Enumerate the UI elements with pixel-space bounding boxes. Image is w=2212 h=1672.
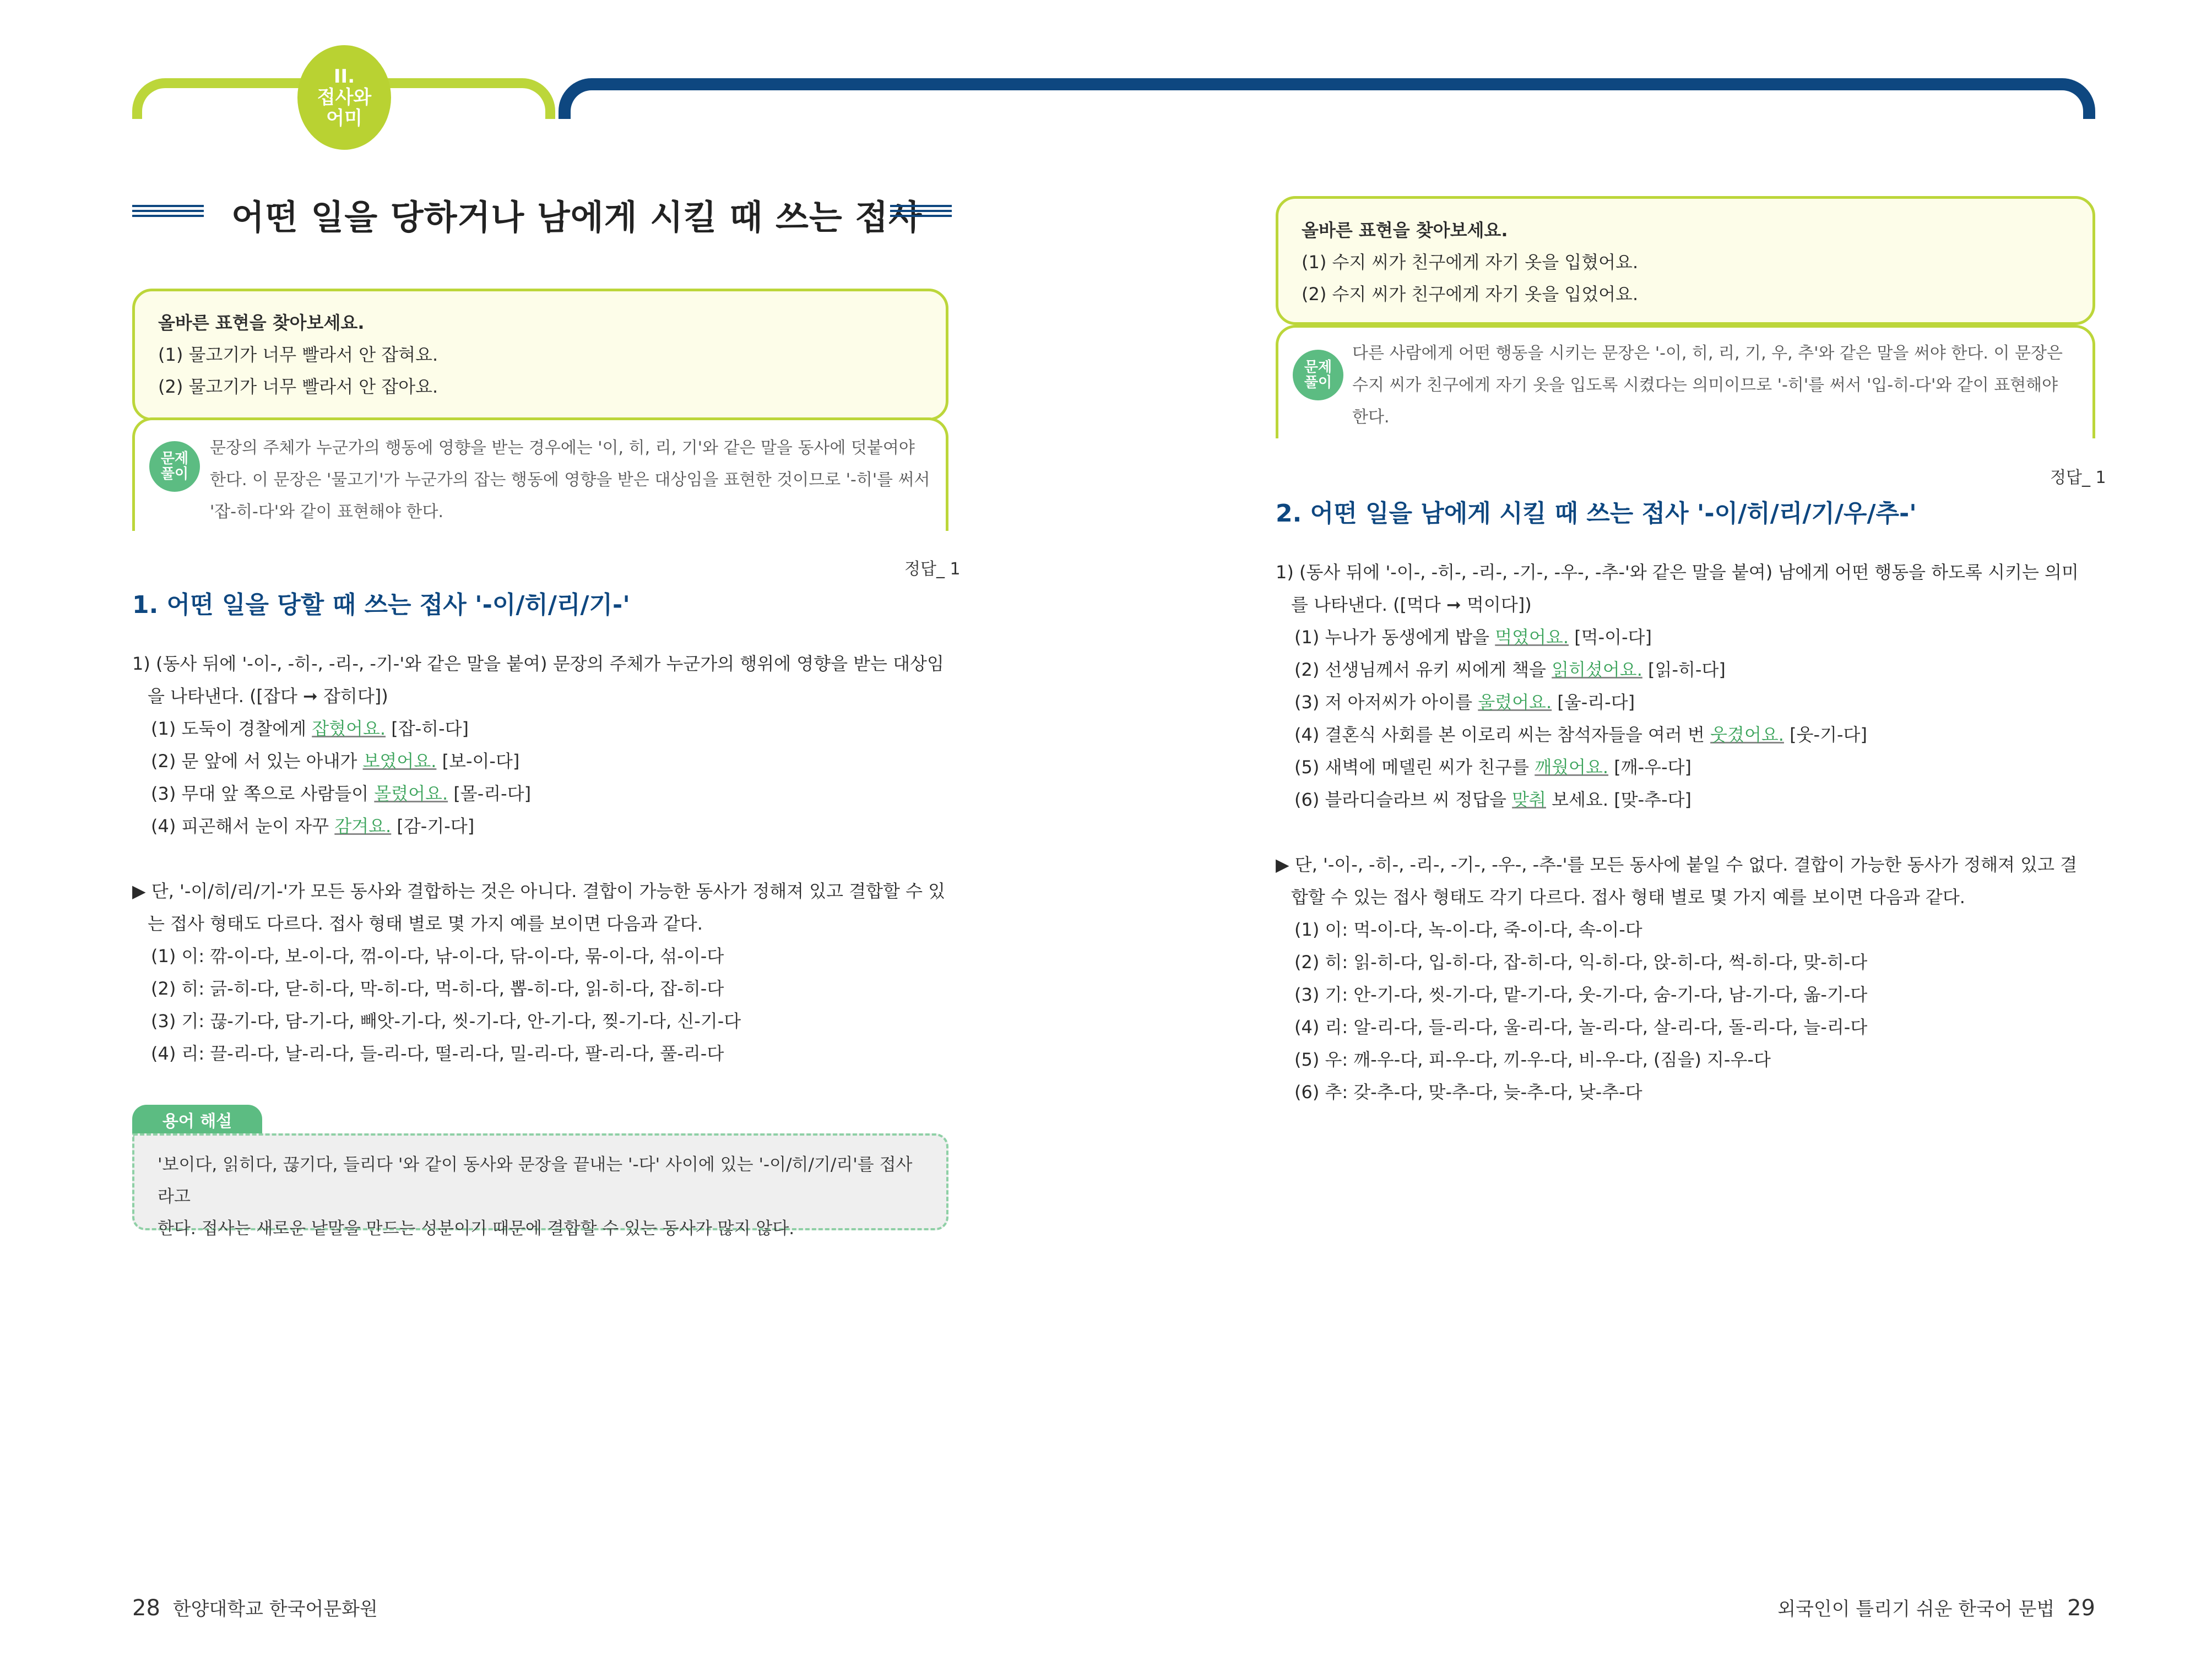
chapter-badge	[297, 45, 391, 150]
highlight-word: 잡혔어요.	[312, 718, 386, 739]
note-line: 합할 수 있는 접사 형태도 각기 다르다. 접사 형태 별로 몇 가지 예를 보이면 다음과 같다.	[1291, 887, 1965, 908]
highlight-word: 읽히셨어요.	[1552, 659, 1642, 680]
chapter-number: II.	[333, 66, 355, 88]
example-line: (4) 피곤해서 눈이 자꾸 감겨요. [감-기-다]	[151, 816, 475, 837]
glossary-line: 한다. 접사는 새로운 낱말을 만드는 성분이기 때문에 결합할 수 있는 동사가 많지 않다.	[158, 1219, 795, 1239]
footer-book-title: 외국인이 틀리기 쉬운 한국어 문법	[1777, 1598, 2055, 1620]
intro-line: 를 나타낸다. ([먹다 ➞ 먹이다])	[1291, 594, 1532, 615]
right-body	[1276, 556, 2099, 1109]
form-line: (4) 리: 알-리-다, 들-리-다, 울-리-다, 놀-리-다, 살-리-다, 돌-리-다, 늘-리-다	[1294, 1017, 1868, 1038]
example-line: (1) 도둑이 경찰에게 잡혔어요. [잡-히-다]	[151, 718, 469, 739]
glossary-box	[132, 1133, 948, 1239]
section-title-2: 2. 어떤 일을 남에게 시킬 때 쓰는 접사 '-이/히/리/기/우/추-'	[1276, 500, 1917, 528]
chapter-label-2: 어미	[326, 107, 362, 129]
highlight-word: 깨웠어요.	[1535, 757, 1609, 778]
note-line: ▶ 단, '-이/히/리/기-'가 모든 동사와 결합하는 것은 아니다. 결합이 가능한 동사가 정해져 있고 결합할 수 있	[132, 881, 946, 902]
solution-badge	[1293, 350, 1343, 400]
badge-text-1: 문제	[1304, 359, 1332, 376]
example-line: (6) 블라디슬라브 씨 정답을 맞춰 보세요. [맞-추-다]	[1294, 789, 1692, 810]
form-line: (3) 기: 안-기-다, 씻-기-다, 맡-기-다, 웃-기-다, 숨-기-다, 남-기-다, 옮-기-다	[1294, 984, 1868, 1005]
form-line: (4) 리: 끌-리-다, 날-리-다, 들-리-다, 떨-리-다, 밀-리-다, 팔-리-다, 풀-리-다	[151, 1043, 724, 1064]
example-line: (1) 누나가 동생에게 밥을 먹였어요. [먹-이-다]	[1294, 627, 1652, 648]
left-body	[132, 648, 953, 1070]
question-option-1: (1) 수지 씨가 친구에게 자기 옷을 입혔어요.	[1302, 252, 1639, 273]
answer-label: 정답_ 1	[904, 560, 961, 579]
page-number-right: 29	[2067, 1595, 2095, 1621]
highlight-word: 감겨요.	[334, 816, 392, 837]
solution-badge	[149, 441, 200, 492]
form-line: (2) 히: 읽-히-다, 입-히-다, 잡-히-다, 익-히-다, 앉-히-다, 썩-히-다, 맞-히-다	[1294, 952, 1868, 973]
example-line: (4) 결혼식 사회를 본 이로리 씨는 참석자들을 여러 번 웃겼어요. [웃-기-다]	[1294, 724, 1867, 745]
solution-line: 수지 씨가 친구에게 자기 옷을 입도록 시켰다는 의미이므로 '-히'를 써서 '입-히-다'와 같이 표현해야	[1352, 376, 2058, 395]
intro-line: 1) (동사 뒤에 '-이-, -히-, -리-, -기-, -우-, -추-'와 같은 말을 붙여) 남에게 어떤 행동을 하도록 시키는 의미	[1276, 562, 2079, 583]
left-question-box	[132, 289, 948, 421]
right-solution-box	[1276, 325, 2095, 438]
intro-line: 1) (동사 뒤에 '-이-, -히-, -리-, -기-'와 같은 말을 붙여) 문장의 주체가 누군가의 행위에 영향을 받는 대상임	[132, 653, 944, 674]
glossary-line: '보이다, 읽히다, 끊기다, 들리다 '와 같이 동사와 문장을 끝내는 '-다' 사이에 있는 '-이/히/기/리'를 접사라고	[158, 1155, 913, 1207]
question-option-2: (2) 물고기가 너무 빨라서 안 잡아요.	[158, 376, 438, 397]
example-line: (5) 새벽에 메델린 씨가 친구를 깨웠어요. [깨-우-다]	[1294, 757, 1692, 778]
footer-publisher: 한양대학교 한국어문화원	[172, 1598, 378, 1620]
note-line: 는 접사 형태도 다르다. 접사 형태 별로 몇 가지 예를 보이면 다음과 같다.	[148, 913, 703, 934]
form-line: (1) 이: 깎-이-다, 보-이-다, 꺾-이-다, 낚-이-다, 닦-이-다, 묶-이-다, 섞-이-다	[151, 946, 724, 967]
question-option-2: (2) 수지 씨가 친구에게 자기 옷을 입었어요.	[1302, 284, 1639, 305]
example-line: (3) 저 아저씨가 아이를 울렸어요. [울-리-다]	[1294, 692, 1635, 713]
form-line: (6) 추: 갖-추-다, 맞-추-다, 늦-추-다, 낮-추-다	[1294, 1082, 1642, 1103]
header-bar-blue	[559, 78, 2095, 119]
solution-line: 한다. 이 문장은 '물고기'가 누군가의 잡는 행동에 영향을 받은 대상임을 표현한 것이므로 '-히'를 써서	[210, 470, 930, 490]
question-head: 올바른 표현을 찾아보세요.	[1302, 220, 1508, 241]
highlight-word: 보였어요.	[362, 751, 437, 772]
answer-label: 정답_ 1	[2050, 468, 2106, 487]
page-number-left: 28	[132, 1595, 160, 1621]
note-line: ▶ 단, '-이-, -히-, -리-, -기-, -우-, -추-'를 모든 동사에 붙일 수 없다. 결합이 가능한 동사가 정해져 있고 결	[1276, 854, 2078, 875]
highlight-word: 맞춰	[1512, 789, 1546, 810]
example-line: (2) 선생님께서 유키 씨에게 책을 읽히셨어요. [읽-히-다]	[1294, 659, 1726, 680]
section-title-1: 1. 어떤 일을 당할 때 쓰는 접사 '-이/히/리/기-'	[132, 591, 630, 619]
example-line: (3) 무대 앞 쪽으로 사람들이 몰렸어요. [몰-리-다]	[151, 783, 532, 804]
highlight-word: 몰렸어요.	[374, 783, 448, 804]
question-head: 올바른 표현을 찾아보세요.	[158, 312, 365, 333]
highlight-word: 먹였어요.	[1495, 627, 1569, 648]
badge-text-2: 풀이	[1304, 374, 1332, 391]
form-line: (3) 기: 끊-기-다, 담-기-다, 빼앗-기-다, 씻-기-다, 안-기-다, 찢-기-다, 신-기-다	[151, 1011, 741, 1032]
form-line: (5) 우: 깨-우-다, 피-우-다, 끼-우-다, 비-우-다, (짐을) 지-우-다	[1294, 1049, 1771, 1070]
intro-line: 을 나타낸다. ([잡다 ➞ 잡히다])	[148, 686, 388, 707]
right-question-box	[1276, 196, 2095, 325]
example-line: (2) 문 앞에 서 있는 아내가 보였어요. [보-이-다]	[151, 751, 520, 772]
chapter-label-1: 접사와	[317, 86, 372, 108]
question-option-1: (1) 물고기가 너무 빨라서 안 잡혀요.	[158, 344, 438, 365]
title-deco-left	[132, 205, 204, 217]
solution-line: 다른 사람에게 어떤 행동을 시키는 문장은 '-이, 히, 리, 기, 우, 추'와 같은 말을 써야 한다. 이 문장은	[1352, 344, 2063, 363]
highlight-word: 울렸어요.	[1478, 692, 1552, 713]
form-line: (2) 히: 긁-히-다, 닫-히-다, 막-히-다, 먹-히-다, 뽑-히-다, 읽-히-다, 잡-히-다	[151, 978, 724, 999]
left-solution-box	[132, 417, 948, 531]
form-line: (1) 이: 먹-이-다, 녹-이-다, 죽-이-다, 속-이-다	[1294, 919, 1642, 940]
footer-right	[1777, 1594, 2095, 1621]
page-title: 어떤 일을 당하거나 남에게 시킬 때 쓰는 접사	[231, 197, 923, 237]
badge-text-1: 문제	[160, 450, 189, 467]
highlight-word: 웃겼어요.	[1710, 724, 1784, 745]
glossary-tab: 용어 해설	[132, 1105, 262, 1139]
solution-line: 한다.	[1352, 408, 1390, 427]
title-deco-right	[890, 205, 952, 217]
solution-line: 문장의 주체가 누군가의 행동에 영향을 받는 경우에는 '이, 히, 리, 기'와 같은 말을 동사에 덧붙여야	[210, 438, 915, 458]
badge-text-2: 풀이	[160, 466, 189, 482]
footer-left	[132, 1594, 378, 1621]
solution-line: '잡-히-다'와 같이 표현해야 한다.	[210, 502, 444, 522]
